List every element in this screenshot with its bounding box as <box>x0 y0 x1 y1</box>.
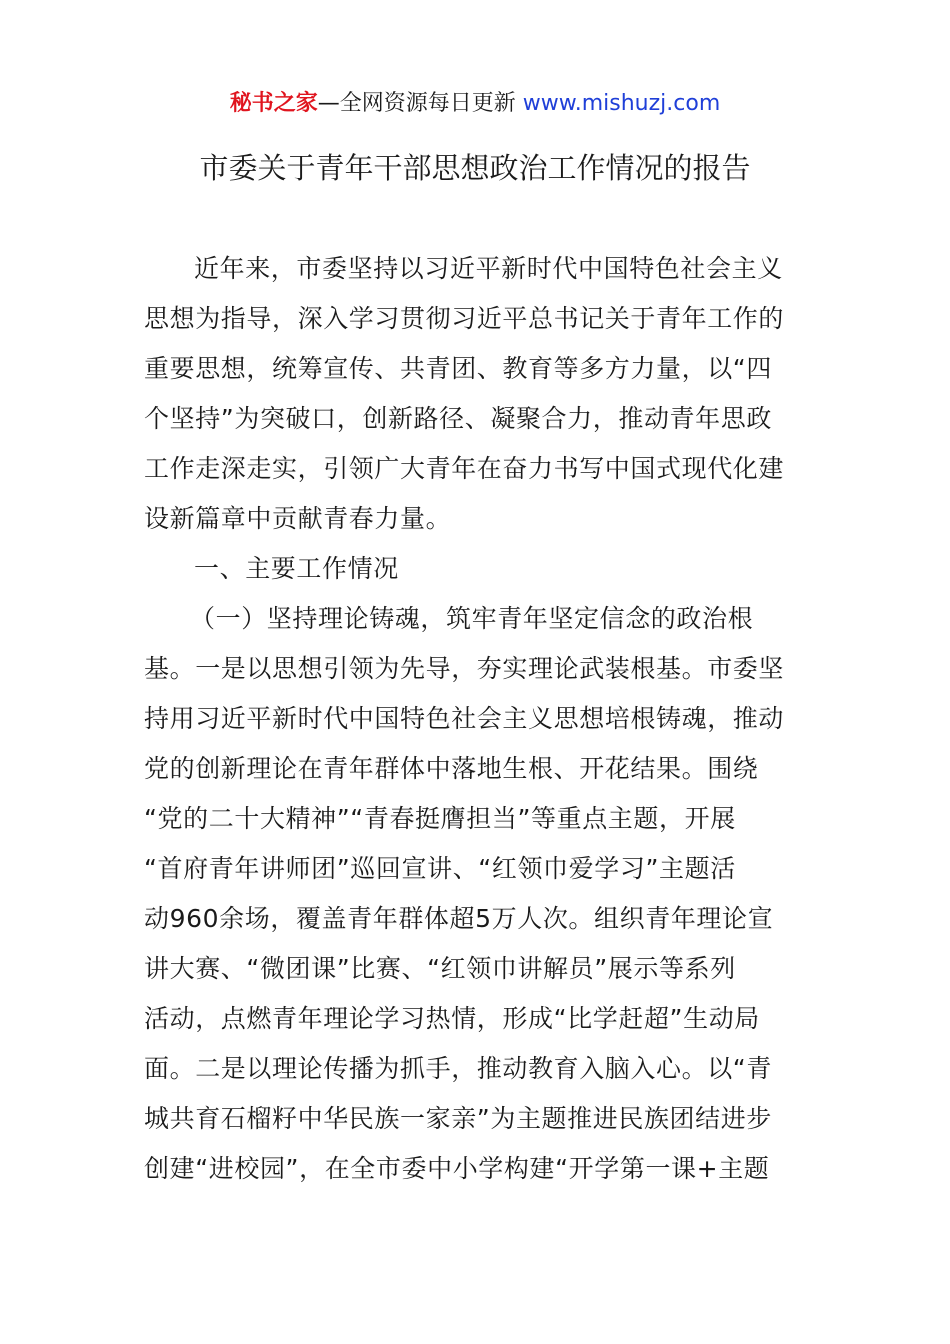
text-line: 活动，点燃青年理论学习热情，形成“比学赶超”生动局 <box>144 1004 760 1033</box>
text-line: 设新篇章中贡献青春力量。 <box>144 504 452 533</box>
section-heading: 一、主要工作情况 <box>194 554 399 583</box>
text-line: 个坚持”为突破口，创新路径、凝聚合力，推动青年思政 <box>144 404 772 433</box>
site-url-link[interactable]: www.mishuzj.com <box>522 91 721 116</box>
text-line: 重要思想，统筹宣传、共青团、教育等多方力量，以“四 <box>144 354 772 383</box>
text-line: “首府青年讲师团”巡回宣讲、“红领巾爱学习”主题活 <box>144 854 736 883</box>
subsection-heading: （一）坚持理论铸魂，筑牢青年坚定信念的政治根 <box>190 604 754 633</box>
text-line: 基。一是以思想引领为先导，夯实理论武装根基。市委坚 <box>144 654 785 683</box>
site-brand: 秘书之家 <box>229 91 318 116</box>
text-line: 近年来，市委坚持以习近平新时代中国特色社会主义 <box>194 254 783 283</box>
text-line: 持用习近平新时代中国特色社会主义思想培根铸魂，推动 <box>144 704 785 733</box>
text-line: 城共育石榴籽中华民族一家亲”为主题推进民族团结进步 <box>144 1104 772 1133</box>
text-line: 面。二是以理论传播为抓手，推动教育入脑入心。以“青 <box>144 1054 772 1083</box>
text-line: 动960余场，覆盖青年群体超5万人次。组织青年理论宣 <box>144 904 774 933</box>
text-line: “党的二十大精神”“青春挺膺担当”等重点主题，开展 <box>144 804 736 833</box>
document-title: 市委关于青年干部思想政治工作情况的报告 <box>199 151 751 185</box>
site-header <box>0 86 950 122</box>
text-line: 工作走深走实，引领广大青年在奋力书写中国式现代化建 <box>144 454 785 483</box>
text-line: 思想为指导，深入学习贯彻习近平总书记关于青年工作的 <box>144 304 785 333</box>
text-line: 讲大赛、“微团课”比赛、“红领巾讲解员”展示等系列 <box>144 954 736 983</box>
site-tagline: —全网资源每日更新 <box>317 91 516 116</box>
text-line: 创建“进校园”，在全市委中小学构建“开学第一课+主题 <box>144 1154 770 1183</box>
text-line: 党的创新理论在青年群体中落地生根、开花结果。围绕 <box>144 754 759 783</box>
document-body <box>144 244 810 1194</box>
